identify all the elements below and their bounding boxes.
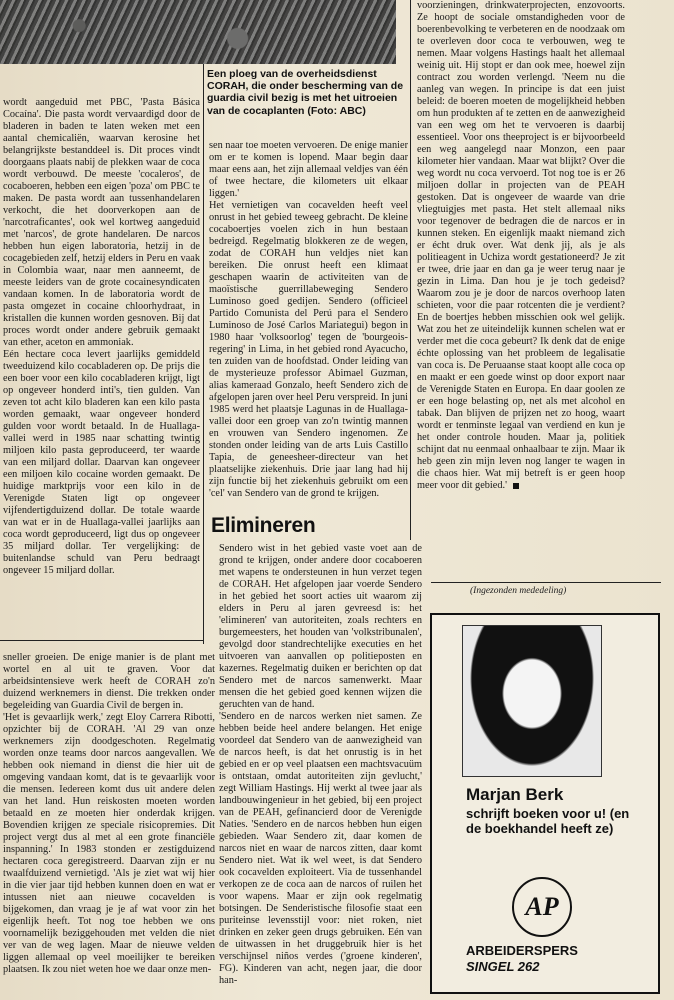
publisher-logo: AP bbox=[512, 877, 572, 937]
section-divider bbox=[0, 640, 204, 641]
author-portrait bbox=[462, 625, 602, 777]
column-divider bbox=[203, 64, 204, 644]
paragraph: Het vernietigen van cocavelden heeft veel onrust in het gebied teweeg gebracht. De kleine cocaboertjes voelen zich in hun bestaan bedreigd. Regelmatig blokkeren ze de wegen, zodat de CORAH hun veldjes niet kan bereiken. Die onrust heeft een klimaat geschapen waarin de activiteiten van de maoïstische guerrillabeweging Sendero Luminoso goed gedijen. Sendero (officieel Partido Comunista del Perú para el Sendero Luminoso de José Carlos Mariategui) begon in 1980 haar 'volksoorlog' tegen de 'bourgeois-regering' in Lima, in het gebied rond Ayacucho, ten zuiden van de hoofdstad. Onder leiding van de mysterieuze professor Abimael Guzman, alias kameraad Gonzalo, heeft Sendero zich de afgelopen jaren over heel Peru verspreid. In juni 1985 werd het plaatsje Lagunas in de Huallaga-vallei door een groep van zo'n twintig mannen en vrouwen van Sendero ingenomen. Ze stonden onder leiding van de arts Luis Castillo Tapia, de geneesheer-directeur van het plaatselijke ziekenhuis. Drie jaar lang had hij zijn functie bij het ziekenhuis gebruikt om een 'cel' van Sendero van de grond te krijgen. bbox=[209, 200, 408, 499]
paragraph: sen naar toe moeten vervoeren. De enige manier om er te komen is lopend. Maar begin daar maar eens aan, het zijn allemaal veldjes van één of twee hectare, die kilometers uit elkaar liggen.' bbox=[209, 140, 408, 199]
advertisement bbox=[430, 613, 660, 994]
publisher-name: ARBEIDERSPERS bbox=[466, 943, 578, 958]
section-heading: Elimineren bbox=[211, 514, 316, 537]
column-2-bottom bbox=[219, 543, 422, 997]
publisher-address: SINGEL 262 bbox=[466, 959, 540, 974]
advertisement-note: (Ingezonden mededeling) bbox=[470, 586, 567, 596]
column-2-top bbox=[209, 140, 408, 512]
paragraph: Eén hectare coca levert jaarlijks gemiddeld tweeduizend kilo cocabladeren op. De prijs die een boer voor een kilo cocabladeren krijgt, ligt op ongeveer honderd inti's, tien gulden. Van zeven tot acht kilo bladeren kan een kilo pasta worden gemaakt, waar ongeveer honderd gulden voor wordt betaald. In de Huallaga-vallei werd in 1985 naar schatting twintig miljoen kilo pasta geproduceerd, ter waarde van een miljard dollar. Daarvan kan ongeveer een miljoen kilo cocaine worden gemaakt. De huidige marktprijs voor een kilo in de Verenigde Staten ligt op ongeveer vijfendertigduizend dollar. De totale waarde van wat er in de Huallaga-vallei jaarlijks aan coca wordt geproduceerd, ligt dus op ongeveer 35 miljard dollar. Ter vergelijking: de buitenlandse schuld van Peru bedraagt ongeveer 15 miljard dollar. bbox=[3, 349, 200, 576]
paragraph: voorzieningen, drinkwaterprojecten, enzovoorts. Ze hoopt de sociale omstandigheden voor de boerenbevolking te verbeteren en de noodzaak om te overleven door coca te verbouwen, weg te nemen. Maar volgens Hastings haalt het allemaal weinig uit. Hij stopt er dan ook mee, hoewel zijn contract zou worden verlengd. 'Neem nu die aanleg van wegen. In principe is dat een juist beleid: de boeren moeten de mogelijkheid hebben om hun produkten af te zetten en de aanwezigheid van een weg om het te vervoeren is daarbij essentieel. Voor ons theeproject is er bijvoorbeeld een weg aangelegd naar Monzon, een paar kilometer hier vandaan. Maar wat blijkt? Over die weg wordt nu coca vervoerd. Tot nog toe is er 26 miljoen dollar in projecten van de PEAH gestoken. Dat is ongeveer de waarde van drie vliegtuigjes met pasta. Het stelt allemaal niks voor tegenover de bedragen die de narcos er in kunnen steken. En eigenlijk maakt niemand zich er écht druk over. Wat denk jij, als je als politieagent in Uchiza wordt gestationeerd? Je zit er twee, drie jaar en dan ga je weer terug naar je gezin in Lima. Dan hou je je toch gedeisd? Waarom zou je je door de narcos overhoop laten schieten, voor die paar rotcenten die je verdient? En de boertjes hebben misschien ook wel gelijk. Wat zou het ze uiteindelijk kunnen schelen wat er verder met die coca gebeurt? Ik denk dat de enige échte oplossing van het probleem de legalisatie van coca is. De Peruaanse staat koopt alle coca op en maakt er een goede winst op door export naar de Verenigde Staten en Europa. En daar goolen ze er een hoge belasting op, net als met alcohol en tabak. Dan blijven de prijzen net zo hoog, waart wordt er tenminste legaal van verdiend en kun je het onder controle houden. Maar ja, politiek schijnt dat nu eenmaal onhaalbaar te zijn. Maar ik heb geen zin mijn leven nog langer te wagen in die chaos hier. Wat mij betreft is er geen hoop meer voor dit gebied.' bbox=[417, 0, 625, 491]
column-3 bbox=[417, 0, 625, 530]
photo-caption: Een ploeg van de overheidsdienst CORAH, die onder bescherming van de guardia civil bezig is met het uitroeien van de cocaplanten (Foto: ABC) bbox=[207, 68, 404, 117]
section-divider bbox=[431, 582, 661, 583]
paragraph: 'Sendero en de narcos werken niet samen. Ze hebben beide heel andere belangen. Het enige voordeel dat Sendero van de aanwezigheid van de narcos heeft, is dat het onrustig is in het gebied en er op veel plaatsen een machtsvacuüm is ontstaan, omdat autoriteiten zijn gevlucht,' zegt William Hastings. Hij werkt al twee jaar als landbouwingenieur in het gebied, bij een project van de PEAH, gefinancierd door de Verenigde Naties. 'Sendero en de narcos hebben hun eigen gebieden. Waar Sendero zit, daar komen de narcos niet en waar de narcos zitten, daar komt Sendero niet. Wat ik wel weet, is dat Sendero ook cocavelden exploiteert. Via de tussenhandel verkopen ze de coca aan de narcos of ruilen het voor wapens. Maar er zijn ook regelmatig botsingen. De Senderistische filosofie staat een puriteinse levensstijl voor: niet roken, niet drinken en zeker geen drugs gebruiken. Eén van de uitwassen in het druggebruik hier is het verschijnsel niños verdes ('groene kinderen', FG). Kinderen van acht, negen jaar, die door han- bbox=[219, 711, 422, 986]
coca-field-photo bbox=[0, 0, 396, 64]
ad-slogan: schrijft boeken voor u! (en de boekhandel heeft ze) bbox=[466, 806, 630, 836]
end-of-article-mark bbox=[513, 483, 519, 489]
column-1-bottom bbox=[3, 652, 215, 997]
paragraph: wordt aangeduid met PBC, 'Pasta Básica Cocaína'. Die pasta wordt vervaardigd door de bladeren in baden te laten weken met een aantal chemicaliën, waarvan kerosine het belangrijkste bestanddeel is. Dit proces vindt doorgaans plaats nabij de plekken waar de coca wordt verbouwd. De meeste 'cocaleros', de cocaboeren, hebben een eigen 'poza' om PBC te maken. De pasta wordt aan tussenhandelaren verkocht, die het doorverkopen aan de 'narcotraficantes', ook wel kortweg aangeduid met 'narcos', de grote handelaren. De narcos hebben hun eigen laboratoria, hetzij in de cocagebieden zelf, hetzij elders in Peru en vaak in Colombia waar, naar men aanneemt, de meeste leiders van de grote cocainesyndicaten vandaan komen. In de laboratoria wordt de pasta omgezet in cocaine chloorhydraat, in kristallen die kunnen worden gesnoven. Bij dat proces wordt onder andere gebruik gemaakt van ether, aceton en ammoniak. bbox=[3, 97, 200, 348]
paragraph: 'Het is gevaarlijk werk,' zegt Eloy Carrera Ribotti, opzichter bij de CORAH. 'Al 29 van onze werknemers zijn doodgeschoten. Regelmatig worden onze teams door narcos aangevallen. We hebben ook niemand in dienst die hier uit de omgeving vandaan komt, dat is te gevaarlijk voor die mensen. Iedereen komt dus uit andere delen van het land. Hun reiskosten moeten worden betaald en ze moeten hier onderdak krijgen. Bovendien krijgen ze speciale risicopremies. Dit project vergt dus al met al een grote financiële inspanning.' In 1983 stonden er zestigduizend hectaren coca geregistreerd. Daarvan zijn er nu twaalfduizend vernietigd. 'Als je ziet wat wij hier in die vier jaar tijd hebben kunnen doen en wat er intussen niet aan nieuwe cocavelden is bijgekomen, dan vraag je je af wat voor zin het eigenlijk heeft. Tot nog toe hebben we ons voornamelijk beziggehouden met velden die niet ver van de weg lagen. Maar de nieuwe velden liggen allemaal op veel moeilijker te bereiken plaatsen. Ik zou niet weten hoe we daar onze men- bbox=[3, 712, 215, 975]
paragraph: Sendero wist in het gebied vaste voet aan de grond te krijgen, onder andere door cocaboeren met wapens te ondersteunen in hun verzet tegen de CORAH. Het afgelopen jaar voerde Sendero in het gebied het soort acties uit waarom zij elders in Peru al jaren gevreesd is: het 'elimineren' van autoriteiten, zoals rechters en burgemeesters, het houden van 'volkstribunalen', gevolgd door standrechtelijke executies en het uitvoeren van aanvallen op politieposten en kazernes. Regelmatig duiken er berichten op dat Sendero met de narcos samenwerkt. Maar mensen die het gebied goed kennen wijzen die geruchten van de hand. bbox=[219, 543, 422, 710]
column-1-top bbox=[3, 97, 200, 637]
paragraph: sneller groeien. De enige manier is de plant met wortel en al uit te graven. Voor dat arbeidsintensieve werk heeft de CORAH zo'n duizend werknemers in dienst. Die trekken onder begeleiding van Guardia Civil de bergen in. bbox=[3, 652, 215, 711]
author-name: Marjan Berk bbox=[466, 785, 564, 804]
